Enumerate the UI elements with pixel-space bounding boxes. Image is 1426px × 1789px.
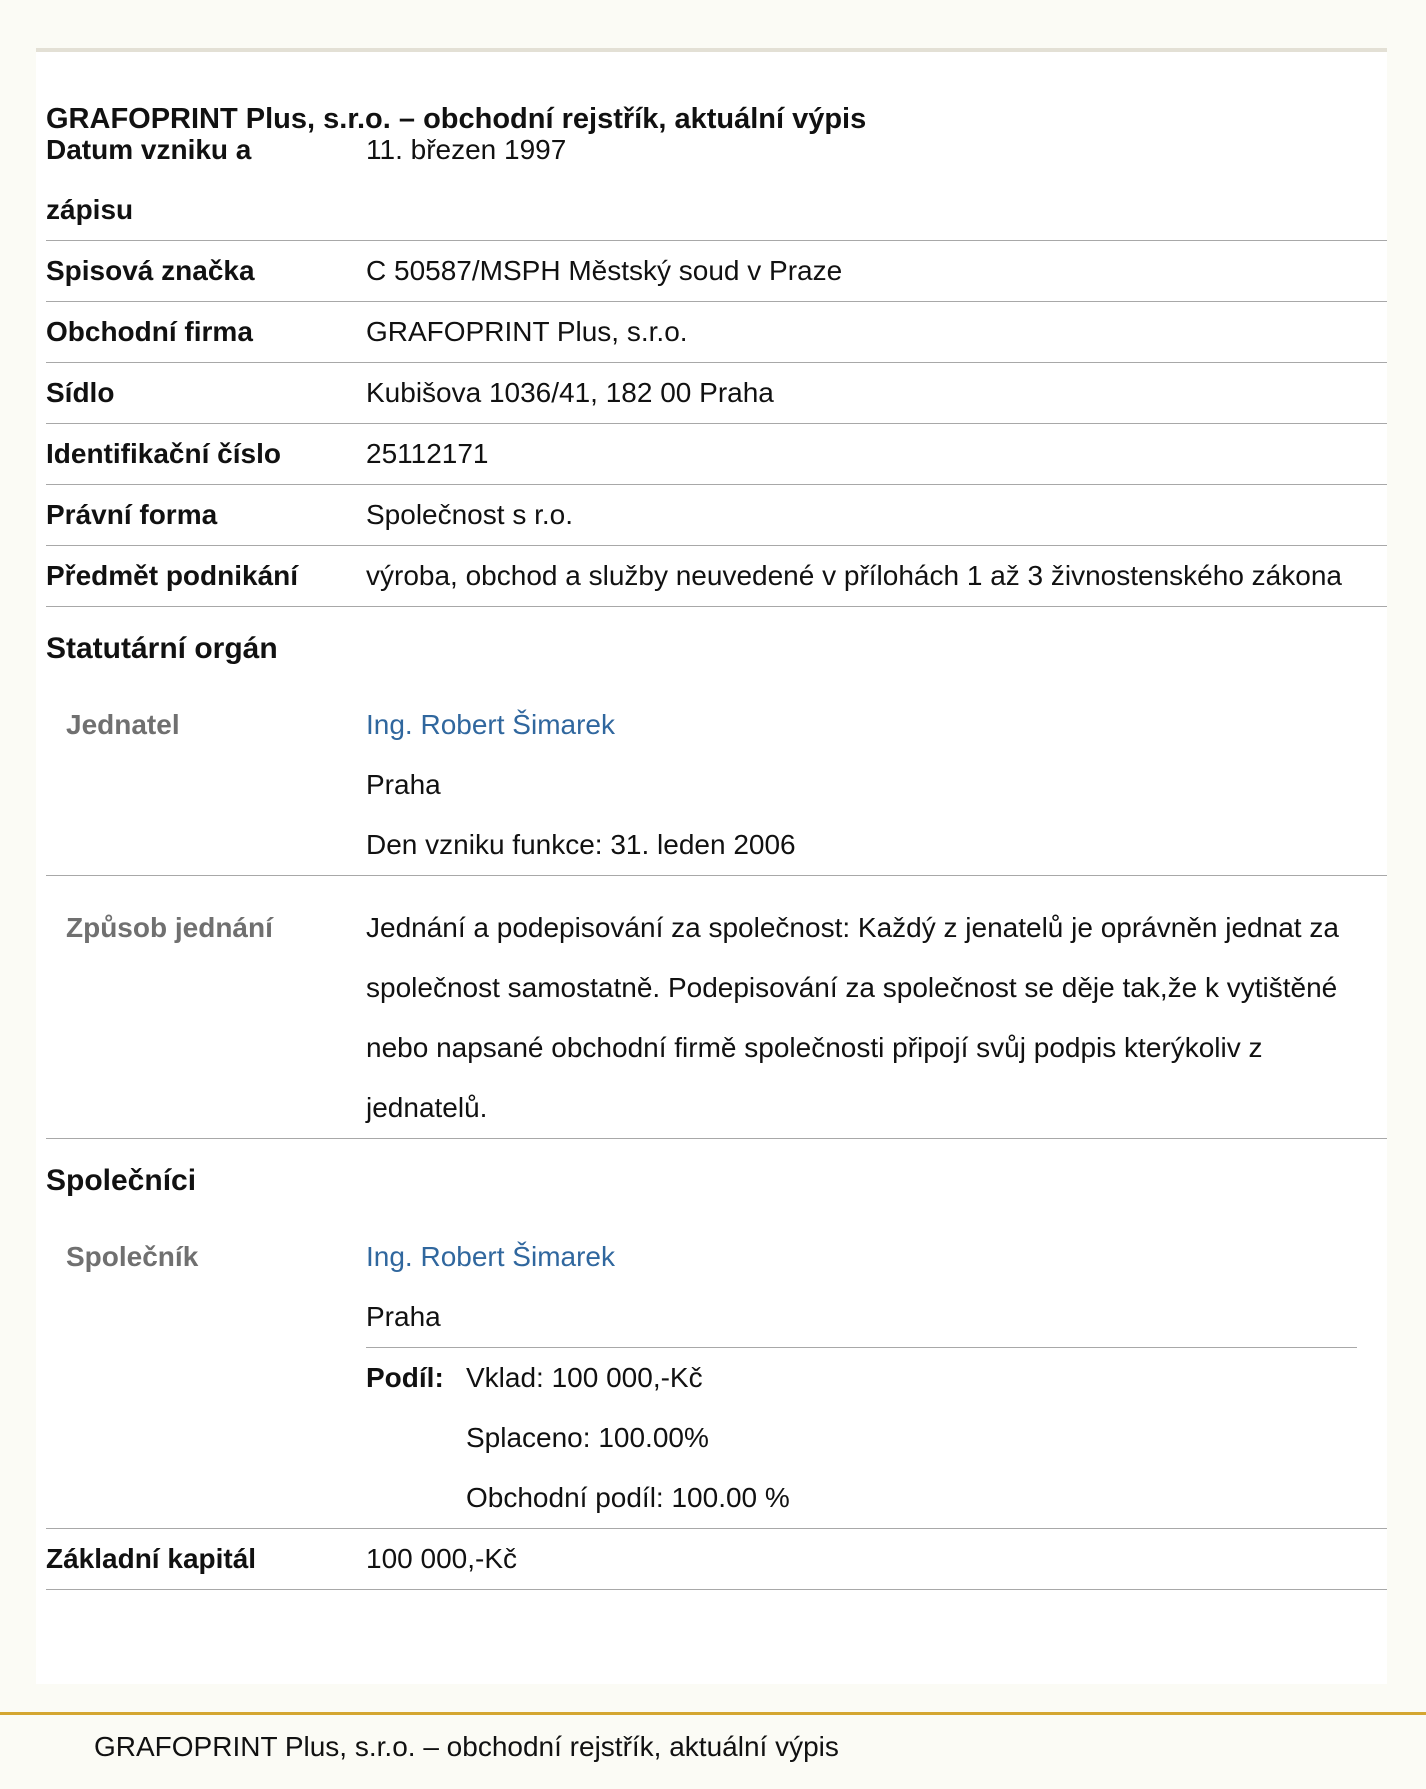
field-row-predmet-podnikani xyxy=(46,546,1387,607)
field-label: Právní forma xyxy=(46,499,218,530)
partner-city: Praha xyxy=(366,1301,441,1332)
field-value: 11. březen 1997 xyxy=(366,134,567,165)
partner-share xyxy=(366,1347,1357,1528)
field-row-obchodni-firma xyxy=(46,302,1387,363)
record-card xyxy=(36,48,1387,1684)
field-row-sidlo xyxy=(46,363,1387,424)
field-value: Kubišova 1036/41, 182 00 Praha xyxy=(366,377,774,408)
zpusob-jednani-text: Jednání a podepisování za společnost: Každý z jenatelů je oprávněn jednat za společnost samostatně. Podepisování za společnost se děje tak,že k vytištěné nebo napsané obchodní firmě společnosti připojí svůj podpis kterýkoliv z jednatelů. xyxy=(366,912,1339,1123)
section-title-statutory: Statutární orgán xyxy=(46,632,278,665)
field-label xyxy=(46,120,366,240)
share-paid: Splaceno: 100.00% xyxy=(466,1422,709,1453)
partner-row xyxy=(46,1227,1387,1529)
capital-value: 100 000,-Kč xyxy=(366,1543,517,1574)
field-row-datum xyxy=(46,120,1387,241)
zpusob-jednani-label: Způsob jednání xyxy=(66,912,273,943)
field-row-pravni-forma xyxy=(46,485,1387,546)
partner-label: Společník xyxy=(66,1241,199,1272)
share-deposit: Vklad: 100 000,-Kč xyxy=(466,1362,703,1393)
field-row-zakladni-kapital xyxy=(46,1529,1387,1590)
jednatel-label: Jednatel xyxy=(66,709,180,740)
partner-value xyxy=(366,1227,1387,1528)
jednatel-row xyxy=(46,695,1387,876)
jednatel-value xyxy=(366,695,1387,875)
record-title: GRAFOPRINT Plus, s.r.o. – obchodní rejstřík, aktuální výpis xyxy=(46,103,867,135)
field-label: Sídlo xyxy=(46,377,115,408)
field-value: Společnost s r.o. xyxy=(366,499,574,530)
field-label: Identifikační číslo xyxy=(46,438,281,469)
share-values xyxy=(466,1348,790,1528)
partner-name-link[interactable]: Ing. Robert Šimarek xyxy=(366,1241,615,1272)
share-business: Obchodní podíl: 100.00 % xyxy=(466,1482,790,1513)
field-label: Obchodní firma xyxy=(46,316,253,347)
section-title-partners: Společníci xyxy=(46,1164,197,1197)
record-content xyxy=(46,52,1387,1590)
field-row-spisova-znacka xyxy=(46,241,1387,302)
footer-text: GRAFOPRINT Plus, s.r.o. – obchodní rejstřík, aktuální výpis xyxy=(94,1731,839,1762)
capital-label: Základní kapitál xyxy=(46,1543,257,1574)
jednatel-city: Praha xyxy=(366,769,441,800)
field-label-text: Datum vzniku a zápisu xyxy=(46,134,252,225)
jednatel-function-start: Den vzniku funkce: 31. leden 2006 xyxy=(366,829,796,860)
share-label: Podíl: xyxy=(366,1362,444,1393)
field-label: Předmět podnikání xyxy=(46,560,299,591)
field-value: 25112171 xyxy=(366,438,489,469)
field-value: výroba, obchod a služby neuvedené v přílohách 1 až 3 živnostenského zákona xyxy=(366,560,1342,591)
zpusob-jednani-row xyxy=(46,876,1387,1139)
field-value: GRAFOPRINT Plus, s.r.o. xyxy=(366,316,688,347)
jednatel-name-link[interactable]: Ing. Robert Šimarek xyxy=(366,709,615,740)
field-row-ico xyxy=(46,424,1387,485)
field-value: C 50587/MSPH Městský soud v Praze xyxy=(366,255,843,286)
field-label: Spisová značka xyxy=(46,255,255,286)
page-footer xyxy=(0,1712,1426,1789)
